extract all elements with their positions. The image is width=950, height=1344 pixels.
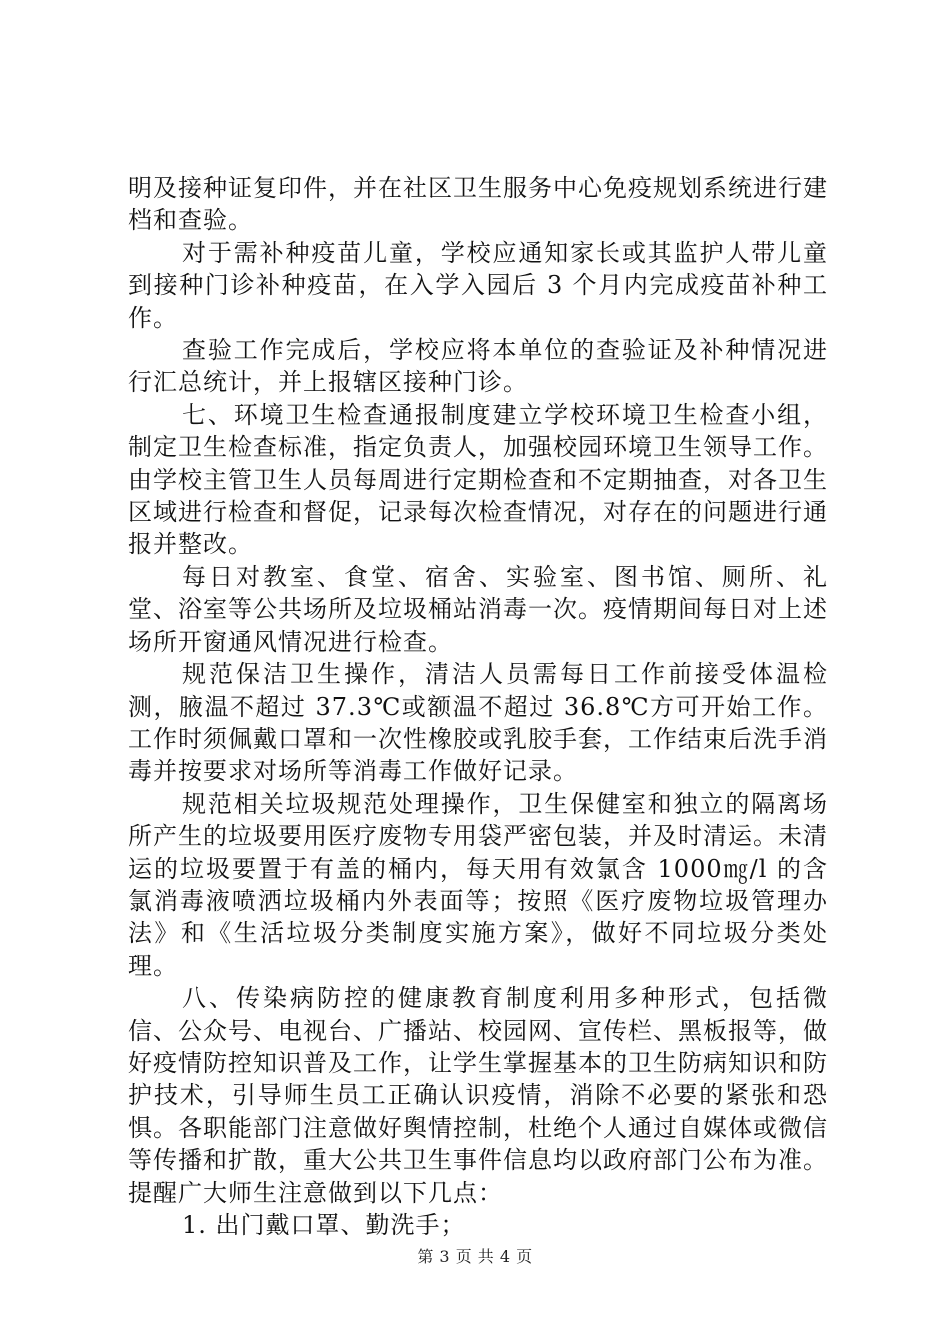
list-item-1: 1. 出门戴口罩、勤洗手； xyxy=(182,1211,466,1239)
paragraph-verification-summary: 查验工作完成后，学校应将本单位的查验证及补种情况进行汇总统计，并上报辖区接种门诊。 xyxy=(128,336,828,397)
paragraph-continuation: 明及接种证复印件，并在社区卫生服务中心免疫规划系统进行建档和查验。 xyxy=(128,174,828,235)
paragraph-waste-handling: 规范相关垃圾规范处理操作，卫生保健室和独立的隔离场所产生的垃圾要用医疗废物专用袋严密包装，并及时清运。未清运的垃圾要置于有盖的桶内，每天用有效氯含 1000㎎/l 的含氯消毒液喷洒垃圾桶内外表面等；按照《医疗废物垃圾管理办法》和《生活垃圾分类制度实施方案》，做好不同垃圾分类处理。 xyxy=(128,789,828,980)
paragraph-section-eight: 八、传染病防控的健康教育制度利用多种形式，包括微信、公众号、电视台、广播站、校园网、宣传栏、黑板报等，做好疫情防控知识普及工作，让学生掌握基本的卫生防病知识和防护技术，引导师生员工正确认识疫情，消除不必要的紧张和恐惧。各职能部门注意做好舆情控制，杜绝个人通过自媒体或微信等传播和扩散，重大公共卫生事件信息均以政府部门公布为准。提醒广大师生注意做到以下几点： xyxy=(128,984,828,1207)
page-number-footer: 第 3 页 共 4 页 xyxy=(417,1247,533,1266)
document-body xyxy=(128,172,828,1241)
paragraph-section-seven: 七、环境卫生检查通报制度建立学校环境卫生检查小组，制定卫生检查标准，指定负责人，加强校园环境卫生领导工作。由学校主管卫生人员每周进行定期检查和不定期抽查，对各卫生区域进行检查和督促，记录每次检查情况，对存在的问题进行通报并整改。 xyxy=(128,400,828,559)
paragraph-vaccine-catchup: 对于需补种疫苗儿童，学校应通知家长或其监护人带儿童到接种门诊补种疫苗，在入学入园后 3 个月内完成疫苗补种工作。 xyxy=(128,238,828,332)
paragraph-daily-disinfection: 每日对教室、食堂、宿舍、实验室、图书馆、厕所、礼堂、浴室等公共场所及垃圾桶站消毒一次。疫情期间每日对上述场所开窗通风情况进行检查。 xyxy=(128,562,828,656)
paragraph-cleaning-operations: 规范保洁卫生操作，清洁人员需每日工作前接受体温检测，腋温不超过 37.3℃或额温不超过 36.8℃方可开始工作。工作时须佩戴口罩和一次性橡胶或乳胶手套，工作结束后洗手消毒并按要求对场所等消毒工作做好记录。 xyxy=(128,660,828,786)
